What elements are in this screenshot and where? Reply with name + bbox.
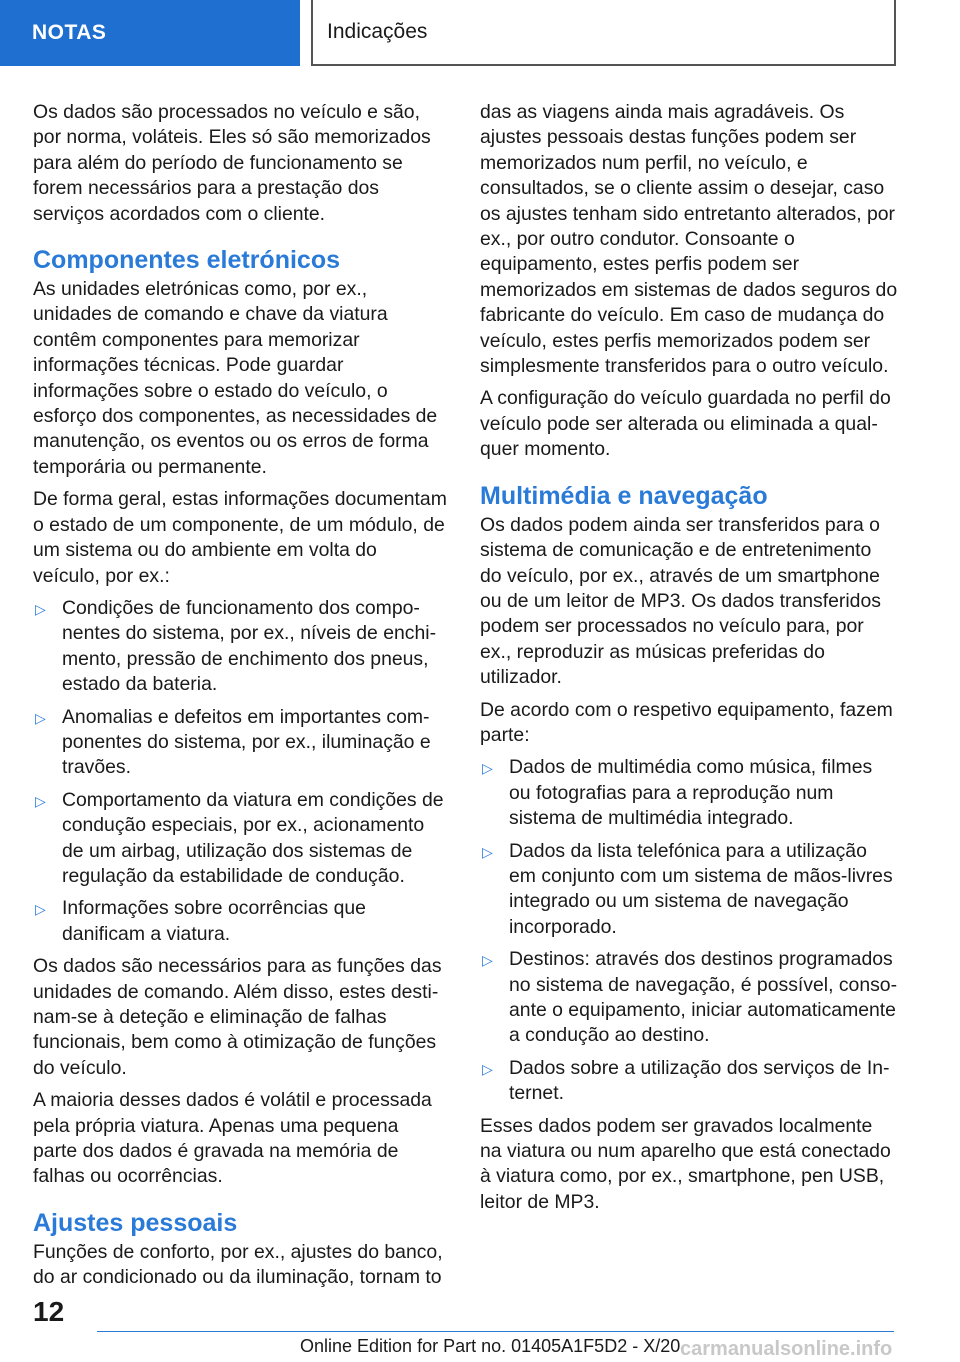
list-item: ▷ Condições de funcionamento dos componentes do sistema, por ex., níveis de enchimento, pressão de enchimento dos pneus, estado da bateria. (35, 596, 437, 696)
left-column (33, 100, 448, 1298)
triangle-right-icon: ▷ (35, 600, 46, 617)
chapter-tab: NOTAS (0, 0, 300, 66)
list-item: ▷ Informações sobre ocorrências que danificam a viatura. (35, 897, 366, 945)
right-column (480, 100, 898, 1222)
paragraph: Os dados são processados no veículo e são, por norma, voláteis. Eles só são memorizados para além do período de funcionamento se forem necessários para a prestação dos serviços acordados com o cliente. (33, 101, 431, 225)
bullet-list (33, 596, 448, 947)
paragraph: das as viagens ainda mais agradáveis. Os ajustes pessoais destas funções podem ser memorizados num perfil, no veículo, e consultados, se o cliente assim o desejar, caso os ajustes tenham sido entretanto alterados, por ex., por outro condutor. Consoante o equipamento, estes perfis podem ser memorizados em sistemas de dados seguros do fabricante do veículo. Em caso de mudança do veículo, estes perfis memorizados podem ser simplesmente transferidos para o outro veículo. (480, 101, 898, 378)
list-item: ▷ Anomalias e defeitos em importantes componentes do sistema, por ex., iluminação e travões. (35, 705, 431, 779)
heading-ajustes: Ajustes pessoais (33, 1208, 238, 1237)
paragraph: As unidades eletrónicas como, por ex., unidades de comando e chave da viatura contêm componentes para memorizar informações técnicas. Pode guardar informações sobre o estado do veículo, o esforço dos componentes, as necessidades de manutenção, os eventos ou os erros de forma temporária ou permanente. (33, 278, 438, 478)
section-title: Indicações (311, 0, 896, 66)
page-number: 12 (33, 1296, 65, 1327)
watermark: carmanualsonline.info (680, 1338, 893, 1360)
paragraph: Esses dados podem ser gravados localmente na viatura ou num aparelho que está conectado à viatura como, por ex., smartphone, pen USB, leitor de MP3. (480, 1114, 891, 1213)
list-item: ▷ Destinos: através dos destinos programados no sistema de navegação, é possível, consoante o equipamento, iniciar automaticamente a condução ao destino. (482, 948, 898, 1047)
paragraph: A maioria desses dados é volátil e processada pela própria viatura. Apenas uma pequena parte dos dados é gravada na memória de falhas ou ocorrências. (33, 1089, 432, 1188)
triangle-right-icon: ▷ (482, 843, 493, 860)
bullet-list (480, 755, 898, 1106)
paragraph: De acordo com o respetivo equipamento, fazem parte: (480, 698, 893, 746)
paragraph: Os dados são necessários para as funções das unidades de comando. Além disso, estes destinam-se à deteção e eliminação de falhas funcionais, bem como à otimização de funções do veículo. (33, 955, 442, 1079)
paragraph: De forma geral, estas informações documentam o estado de um componente, de um módulo, de um sistema ou do ambiente em volta do veículo, por ex.: (33, 488, 447, 587)
triangle-right-icon: ▷ (35, 792, 46, 809)
edition-note: Online Edition for Part no. 01405A1F5D2 - X/20 (300, 1336, 681, 1356)
list-item: ▷ Dados de multimédia como música, filmes ou fotografias para a reprodução num sistema de multimédia integrado. (482, 756, 873, 830)
list-item: ▷ Dados sobre a utilização dos serviços de Internet. (482, 1056, 890, 1105)
list-item: ▷ Comportamento da viatura em condições de condução especiais, por ex., acionamento de um airbag, utilização dos sistemas de regulação da estabilidade de condução. (35, 788, 444, 887)
paragraph: Funções de conforto, por ex., ajustes do banco, do ar condicionado ou da iluminação, tornam to (33, 1240, 443, 1289)
paragraph: Os dados podem ainda ser transferidos para o sistema de comunicação e de entretenimento do veículo, por ex., através de um smartphone ou de um leitor de MP3. Os dados transferidos podem ser processados no veículo para, por ex., reproduzir as músicas preferidas do utilizador. (480, 513, 881, 689)
list-item: ▷ Dados da lista telefónica para a utilização em conjunto com um sistema de mãos-livres integrado ou um sistema de navegação incorporado. (482, 839, 893, 938)
footer-divider (97, 1331, 894, 1332)
triangle-right-icon: ▷ (482, 1060, 493, 1077)
paragraph: A configuração do veículo guardada no perfil do veículo pode ser alterada ou eliminada a qualquer momento. (480, 387, 891, 461)
heading-multimedia: Multimédia e navegação (480, 481, 768, 510)
heading-componentes: Componentes eletrónicos (33, 246, 340, 275)
triangle-right-icon: ▷ (35, 901, 46, 918)
triangle-right-icon: ▷ (35, 709, 46, 726)
triangle-right-icon: ▷ (482, 952, 493, 969)
triangle-right-icon: ▷ (482, 760, 493, 777)
